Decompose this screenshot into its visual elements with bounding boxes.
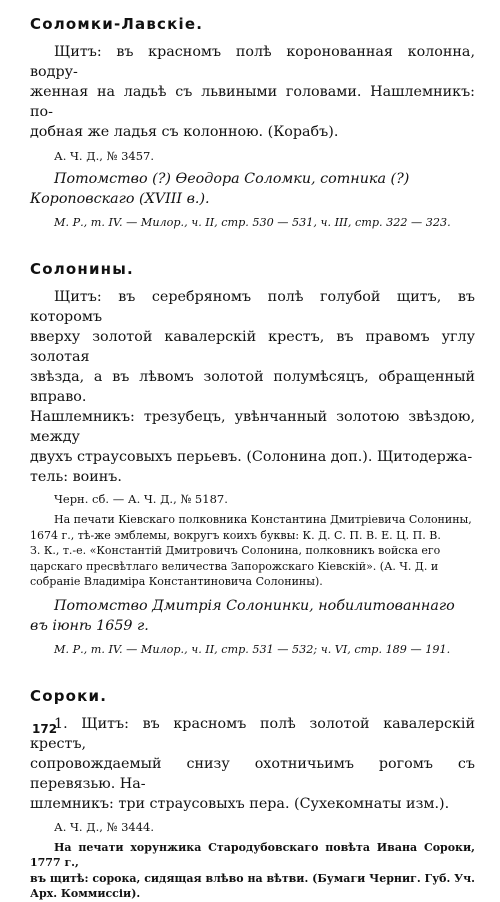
shield-line: шлемникъ: три страусовыхъ пера. (Сухекомнаты изм.). bbox=[30, 795, 450, 812]
sources-text: М. Р., т. IV. — Милор., ч. II, стр. 530 — 531, ч. III, стр. 322 — 323. bbox=[54, 216, 451, 229]
entry-heading: Сороки. bbox=[30, 686, 108, 705]
entry-heading: Соломки-Лавскіе. bbox=[30, 15, 204, 33]
shield-line: вверху золотой кавалерскій крестъ, въ правомъ углу золотая bbox=[30, 329, 475, 365]
seal-note bbox=[30, 512, 475, 590]
shield-line: добная же ладья съ колонною. (Корабъ). bbox=[30, 124, 339, 140]
archive-reference: А. Ч. Д., № 3457. bbox=[54, 149, 154, 163]
entry-heading: Солонины. bbox=[30, 260, 134, 278]
note-line: царскаго пресвѣтлаго величества Запорожскаго Кіевскій». (А. Ч. Д. и bbox=[30, 559, 439, 573]
seal-note bbox=[30, 840, 475, 902]
lineage-text: Потомство (?) Ѳеодора Соломки, сотника (?) Короповскаго (XVIII в.). bbox=[30, 171, 410, 207]
note-line: З. К., т.-е. «Константій Дмитровичъ Солонина, полковникъ войска его bbox=[30, 544, 441, 557]
shield-line: Щитъ: въ красномъ полѣ коронованная колонна, водру- bbox=[30, 44, 475, 80]
shield-line: Нашлемникъ: трезубецъ, увѣнчанный золотою звѣздою, между bbox=[30, 409, 475, 445]
archive-reference: А. Ч. Д., № 3444. bbox=[54, 819, 154, 834]
note-line: На печати хорунжика Стародубовскаго повѣта Ивана Сороки, 1777 г., bbox=[30, 840, 475, 869]
shield-line: тель: воинъ. bbox=[30, 469, 122, 485]
note-line: въ щитѣ: сорока, сидящая влѣво на вѣтви. (Бумаги Черниг. Губ. Уч. bbox=[30, 871, 475, 885]
page-content bbox=[30, 14, 475, 902]
sources-text: М. Р., т. IV. — Милор., ч. II, стр. 531 — 532; ч. VI, стр. 189 — 191. bbox=[54, 642, 451, 656]
shield-line: двухъ страусовыхъ перьевъ. (Солонина доп.). Щитодержа- bbox=[30, 449, 473, 465]
entry-solonny bbox=[30, 259, 475, 658]
note-line: собраніе Владиміра Константиновича Солонины). bbox=[30, 575, 323, 588]
shield-line: женная на ладьѣ съ львиными головами. Нашлемникъ: по- bbox=[30, 84, 475, 120]
lineage-text: Потомство Дмитрія Солонинки, нобилитованнаго въ іюнѣ 1659 г. bbox=[30, 597, 455, 634]
shield-line: звѣзда, а въ лѣвомъ золотой полумѣсяцъ, обращенный вправо. bbox=[30, 369, 475, 405]
note-line: На печати Кіевскаго полковника Константина Дмитріевича Солонины, bbox=[54, 513, 472, 526]
note-line: 1674 г., тѣ-же эмблемы, вокругъ коихъ буквы: К. Д. С. П. В. Е. Ц. П. В. bbox=[30, 528, 441, 542]
shield-description bbox=[30, 714, 475, 814]
entry-soroki bbox=[30, 686, 475, 902]
shield-description bbox=[30, 42, 475, 142]
entry-solomki-lavskie bbox=[30, 14, 475, 231]
archive-reference: Черн. сб. — А. Ч. Д., № 5187. bbox=[54, 492, 228, 506]
shield-line: сопровождаемый снизу охотничьимъ рогомъ съ перевязью. На- bbox=[30, 755, 475, 792]
page-number: 172 bbox=[32, 722, 58, 736]
note-line: Арх. Коммиссіи). bbox=[30, 887, 141, 900]
shield-line: Щитъ: въ серебряномъ полѣ голубой щитъ, въ которомъ bbox=[30, 289, 475, 325]
shield-description bbox=[30, 287, 475, 487]
shield-line: 1. Щитъ: въ красномъ полѣ золотой кавалерскій крестъ, bbox=[30, 715, 475, 752]
